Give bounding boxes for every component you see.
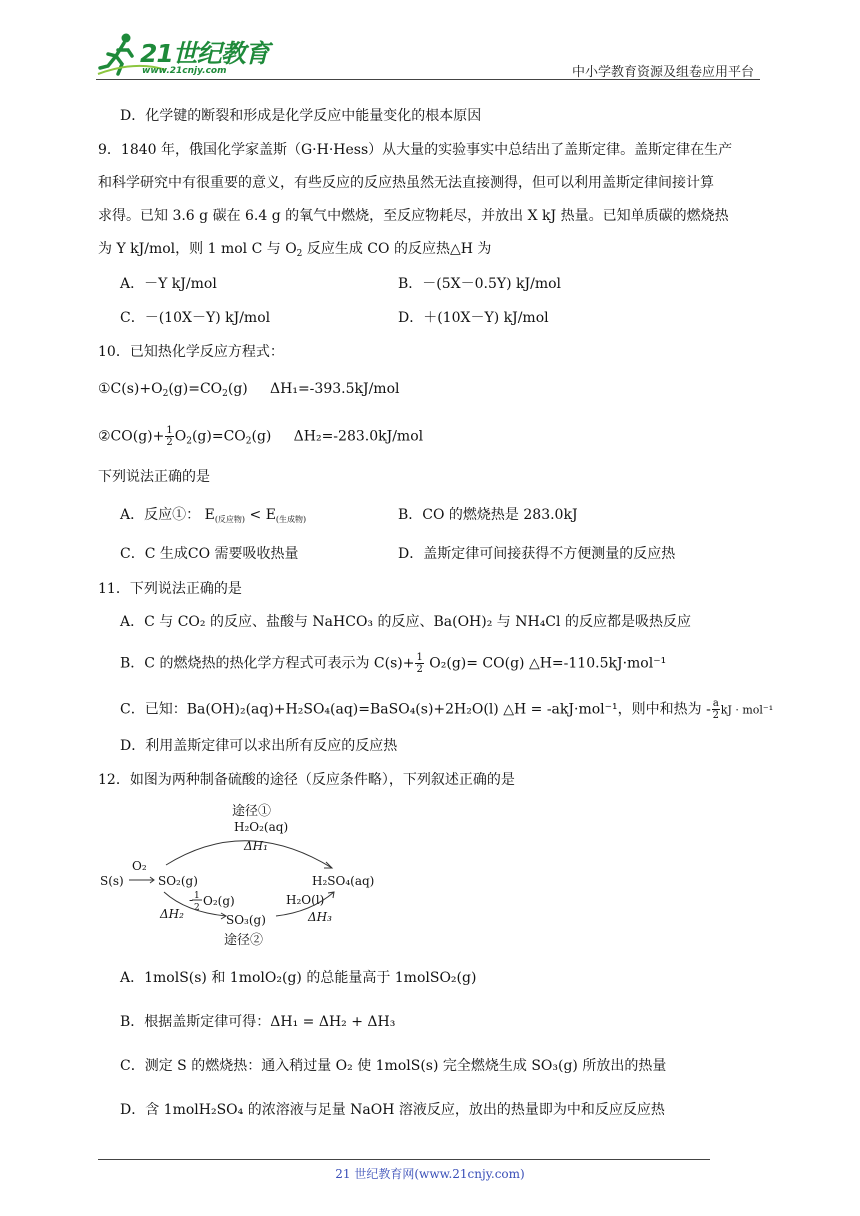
q12-option-c: C．测定 S 的燃烧热：通入稍过量 O₂ 使 1molS(s) 完全燃烧生成 SO₃(g) 所放出的热量 xyxy=(120,1058,667,1074)
dh1-label: ΔH₁ xyxy=(244,839,268,853)
o2-label: O₂ xyxy=(132,859,147,873)
q11-stem: 11．下列说法正确的是 xyxy=(98,581,242,597)
footer-divider xyxy=(98,1159,710,1160)
sulfuric-acid-route-diagram xyxy=(96,800,396,950)
so3-label: SO₃(g) xyxy=(226,913,266,927)
q9-option-a: A．－Y kJ/mol xyxy=(120,276,217,292)
q10-equation-1: $①C(s)+O_2(g)=CO_2(g)$ ΔH₁=-393.5kJ/mol xyxy=(98,381,400,399)
half-o2-label: O₂(g) xyxy=(203,894,235,908)
half-coefficient-label: 1 xyxy=(194,891,200,901)
q9-line-2: 和科学研究中有很重要的意义，有些反应的反应热虽然无法直接测得，但可以利用盖斯定律间接计算 xyxy=(98,175,714,191)
h2so4-label: H₂SO₄(aq) xyxy=(312,874,375,888)
header-divider xyxy=(96,79,760,80)
q11-option-c: C．已知：Ba(OH)₂(aq)+H₂SO₄(aq)=BaSO₄(s)+2H₂O(l) △H = -akJ·mol⁻¹，则中和热为 - $\frac{a}{2}$ kJ · mol⁻¹ xyxy=(120,698,774,721)
q11-option-b: B．C 的燃烧热的热化学方程式可表示为 C(s)+ $\frac{1}{2}$ O₂(g)= CO(g) △H=-110.5kJ·mol⁻¹ xyxy=(120,652,667,675)
dh3-label: ΔH₃ xyxy=(308,910,332,924)
q8-option-d: D．化学键的断裂和形成是化学反应中能量变化的根本原因 xyxy=(120,108,482,124)
dh2-label: ΔH₂ xyxy=(160,907,184,921)
q12-stem: 12．如图为两种制备硫酸的途径（反应条件略），下列叙述正确的是 xyxy=(98,772,515,788)
q11-option-d: D．利用盖斯定律可以求出所有反应的反应热 xyxy=(120,738,398,754)
q10-prompt: 下列说法正确的是 xyxy=(98,469,210,485)
q10-stem: 10．已知热化学反应方程式： xyxy=(98,344,284,360)
q12-option-b: B．根据盖斯定律可得：ΔH₁ = ΔH₂ + ΔH₃ xyxy=(120,1014,396,1030)
q10-option-d: D．盖斯定律可间接获得不方便测量的反应热 xyxy=(398,546,676,562)
q10-option-a: A．反应①： $E_{(反应物)} < E_{(生成物)}$ xyxy=(120,507,307,524)
q9-line-1: 9．1840 年，俄国化学家盖斯（G·H·Hess）从大量的实验事实中总结出了盖斯定律。盖斯定律在生产 xyxy=(98,142,733,158)
q9-option-b: B．－(5X－0.5Y) kJ/mol xyxy=(398,276,562,292)
q10-option-b: B．CO 的燃烧热是 283.0kJ xyxy=(398,507,578,523)
footer-text[interactable]: 21 世纪教育网(www.21cnjy.com) xyxy=(335,1167,525,1181)
route-1-label: 途径① xyxy=(232,804,272,819)
route-2-label: 途径② xyxy=(224,933,264,948)
h2o-label: H₂O(l) xyxy=(286,893,325,907)
so2-label: SO₂(g) xyxy=(158,874,198,888)
q9-option-d: D．＋(10X－Y) kJ/mol xyxy=(398,310,549,326)
q9-line-4: 为 Y kJ/mol，则 1 mol C 与 $O_2$ 反应生成 CO 的反应热△H 为 xyxy=(98,241,492,259)
platform-title: 中小学教育资源及组卷应用平台 xyxy=(571,65,754,80)
q11-option-a: A．C 与 CO₂ 的反应、盐酸与 NaHCO₃ 的反应、Ba(OH)₂ 与 NH₄Cl 的反应都是吸热反应 xyxy=(120,614,691,630)
logo-url: www.21cnjy.com xyxy=(142,66,227,76)
q10-option-c: C．C 生成CO 需要吸收热量 xyxy=(120,546,299,562)
s-label: S(s) xyxy=(100,874,124,888)
q9-line-3: 求得。已知 3.6 g 碳在 6.4 g 的氧气中燃烧，至反应物耗尽，并放出 X kJ 热量。已知单质碳的燃烧热 xyxy=(98,208,729,224)
q12-option-a: A．1molS(s) 和 1molO₂(g) 的总能量高于 1molSO₂(g) xyxy=(120,970,477,986)
q10-equation-2: ②CO(g)+ $\frac{1}{2}$ $O_2(g)=CO_2(g)$ ΔH₂=-283.0kJ/mol xyxy=(98,425,424,448)
q9-option-c: C．－(10X－Y) kJ/mol xyxy=(120,310,271,326)
h2o2-label: H₂O₂(aq) xyxy=(234,820,289,834)
logo-text: 21世纪教育 xyxy=(140,39,269,68)
minus-sign: - xyxy=(189,893,194,907)
q12-option-d: D．含 1molH₂SO₄ 的浓溶液与足量 NaOH 溶液反应，放出的热量即为中和反应反应热 xyxy=(120,1102,665,1118)
half-denominator-label: 2 xyxy=(194,903,200,913)
